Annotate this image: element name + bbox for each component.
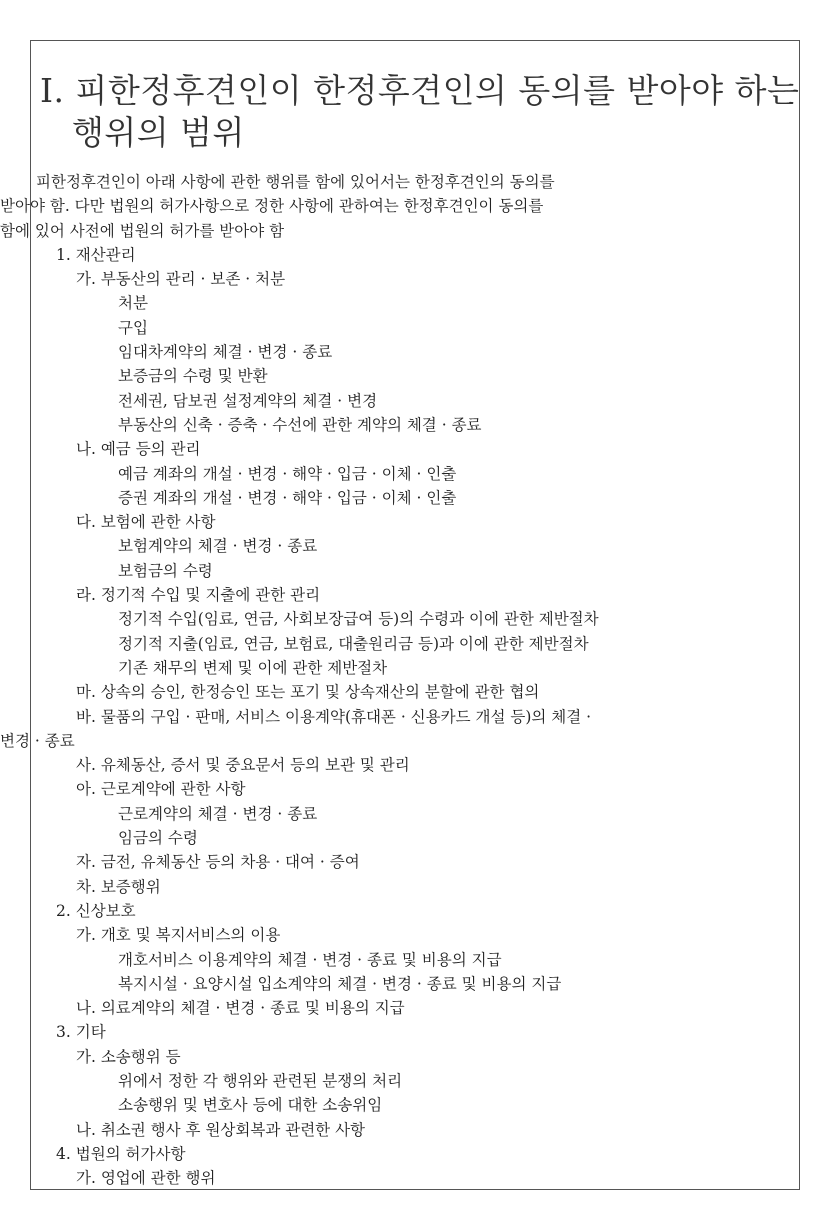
subsection-heading: 나. 취소권 행사 후 원상회복과 관련한 사항	[76, 1120, 366, 1139]
list-item: 임대차계약의 체결 · 변경 · 종료	[118, 343, 333, 362]
subsection-heading: 라. 정기적 수입 및 지출에 관한 관리	[76, 586, 321, 605]
subsection-heading: 아. 근로계약에 관한 사항	[76, 780, 246, 799]
list-item: 보험금의 수령	[118, 561, 213, 580]
intro-line: 피한정후견인이 아래 사항에 관한 행위를 함에 있어서는 한정후견인의 동의를	[36, 173, 555, 191]
intro-line: 받아야 함. 다만 법원의 허가사항으로 정한 사항에 관하여는 한정후견인이 동의를	[0, 197, 544, 216]
subsection-heading: 가. 소송행위 등	[76, 1047, 181, 1066]
list-item: 예금 계좌의 개설 · 변경 · 해약 · 입금 · 이체 · 인출	[118, 464, 457, 483]
subsection-heading: 차. 보증행위	[76, 877, 161, 896]
list-item: 복지시설 · 요양시설 입소계약의 체결 · 변경 · 종료 및 비용의 지급	[118, 974, 562, 993]
section-title	[40, 70, 800, 154]
section-heading: 2. 신상보호	[56, 901, 136, 920]
subsection-heading: 사. 유체동산, 증서 및 중요문서 등의 보관 및 관리	[76, 756, 410, 775]
list-item: 보험계약의 체결 · 변경 · 종료	[118, 537, 318, 556]
subsection-heading: 나. 의료계약의 체결 · 변경 · 종료 및 비용의 지급	[76, 999, 405, 1018]
list-item: 정기적 지출(임료, 연금, 보험료, 대출원리금 등)과 이에 관한 제반절차	[118, 634, 589, 653]
subsection-heading: 가. 개호 및 복지서비스의 이용	[76, 926, 281, 945]
list-item: 증권 계좌의 개설 · 변경 · 해약 · 입금 · 이체 · 인출	[118, 488, 457, 507]
list-item: 위에서 정한 각 행위와 관련된 분쟁의 처리	[118, 1071, 403, 1090]
document-body	[0, 170, 829, 1190]
subsection-heading: 바. 물품의 구입 · 판매, 서비스 이용계약(휴대폰 · 신용카드 개설 등)의 체결 ·	[76, 707, 592, 726]
subsection-heading: 가. 영업에 관한 행위	[76, 1169, 216, 1188]
list-item: 전세권, 담보권 설정계약의 체결 · 변경	[118, 391, 378, 410]
subsection-continuation: 변경 · 종료	[0, 731, 75, 750]
list-item: 기존 채무의 변제 및 이에 관한 제반절차	[118, 658, 388, 677]
subsection-heading: 나. 예금 등의 관리	[76, 440, 201, 459]
section-heading: 3. 기타	[56, 1023, 106, 1042]
list-item: 개호서비스 이용계약의 체결 · 변경 · 종료 및 비용의 지급	[118, 950, 502, 969]
section-heading: 1. 재산관리	[56, 245, 136, 264]
subsection-heading: 자. 금전, 유체동산 등의 차용 · 대여 · 증여	[76, 853, 360, 872]
list-item: 근로계약의 체결 · 변경 · 종료	[118, 804, 318, 823]
list-item: 부동산의 신축 · 증축 · 수선에 관한 계약의 체결 · 종료	[118, 415, 482, 434]
list-item: 보증금의 수령 및 반환	[118, 367, 268, 386]
title-line-2: 행위의 범위	[72, 113, 245, 152]
subsection-heading: 다. 보험에 관한 사항	[76, 513, 216, 532]
list-item: 소송행위 및 변호사 등에 대한 소송위임	[118, 1096, 383, 1115]
subsection-heading: 가. 부동산의 관리 · 보존 · 처분	[76, 270, 286, 289]
list-item: 처분	[118, 294, 148, 313]
list-item: 임금의 수령	[118, 829, 198, 848]
list-item: 정기적 수입(임료, 연금, 사회보장급여 등)의 수령과 이에 관한 제반절차	[118, 610, 599, 629]
title-line-1: Ⅰ. 피한정후견인이 한정후견인의 동의를 받아야 하는	[40, 71, 800, 110]
list-item: 구입	[118, 318, 148, 337]
intro-line: 함에 있어 사전에 법원의 허가를 받아야 함	[0, 221, 285, 240]
subsection-heading: 마. 상속의 승인, 한정승인 또는 포기 및 상속재산의 분할에 관한 협의	[76, 683, 540, 702]
section-heading: 4. 법원의 허가사항	[56, 1144, 186, 1163]
